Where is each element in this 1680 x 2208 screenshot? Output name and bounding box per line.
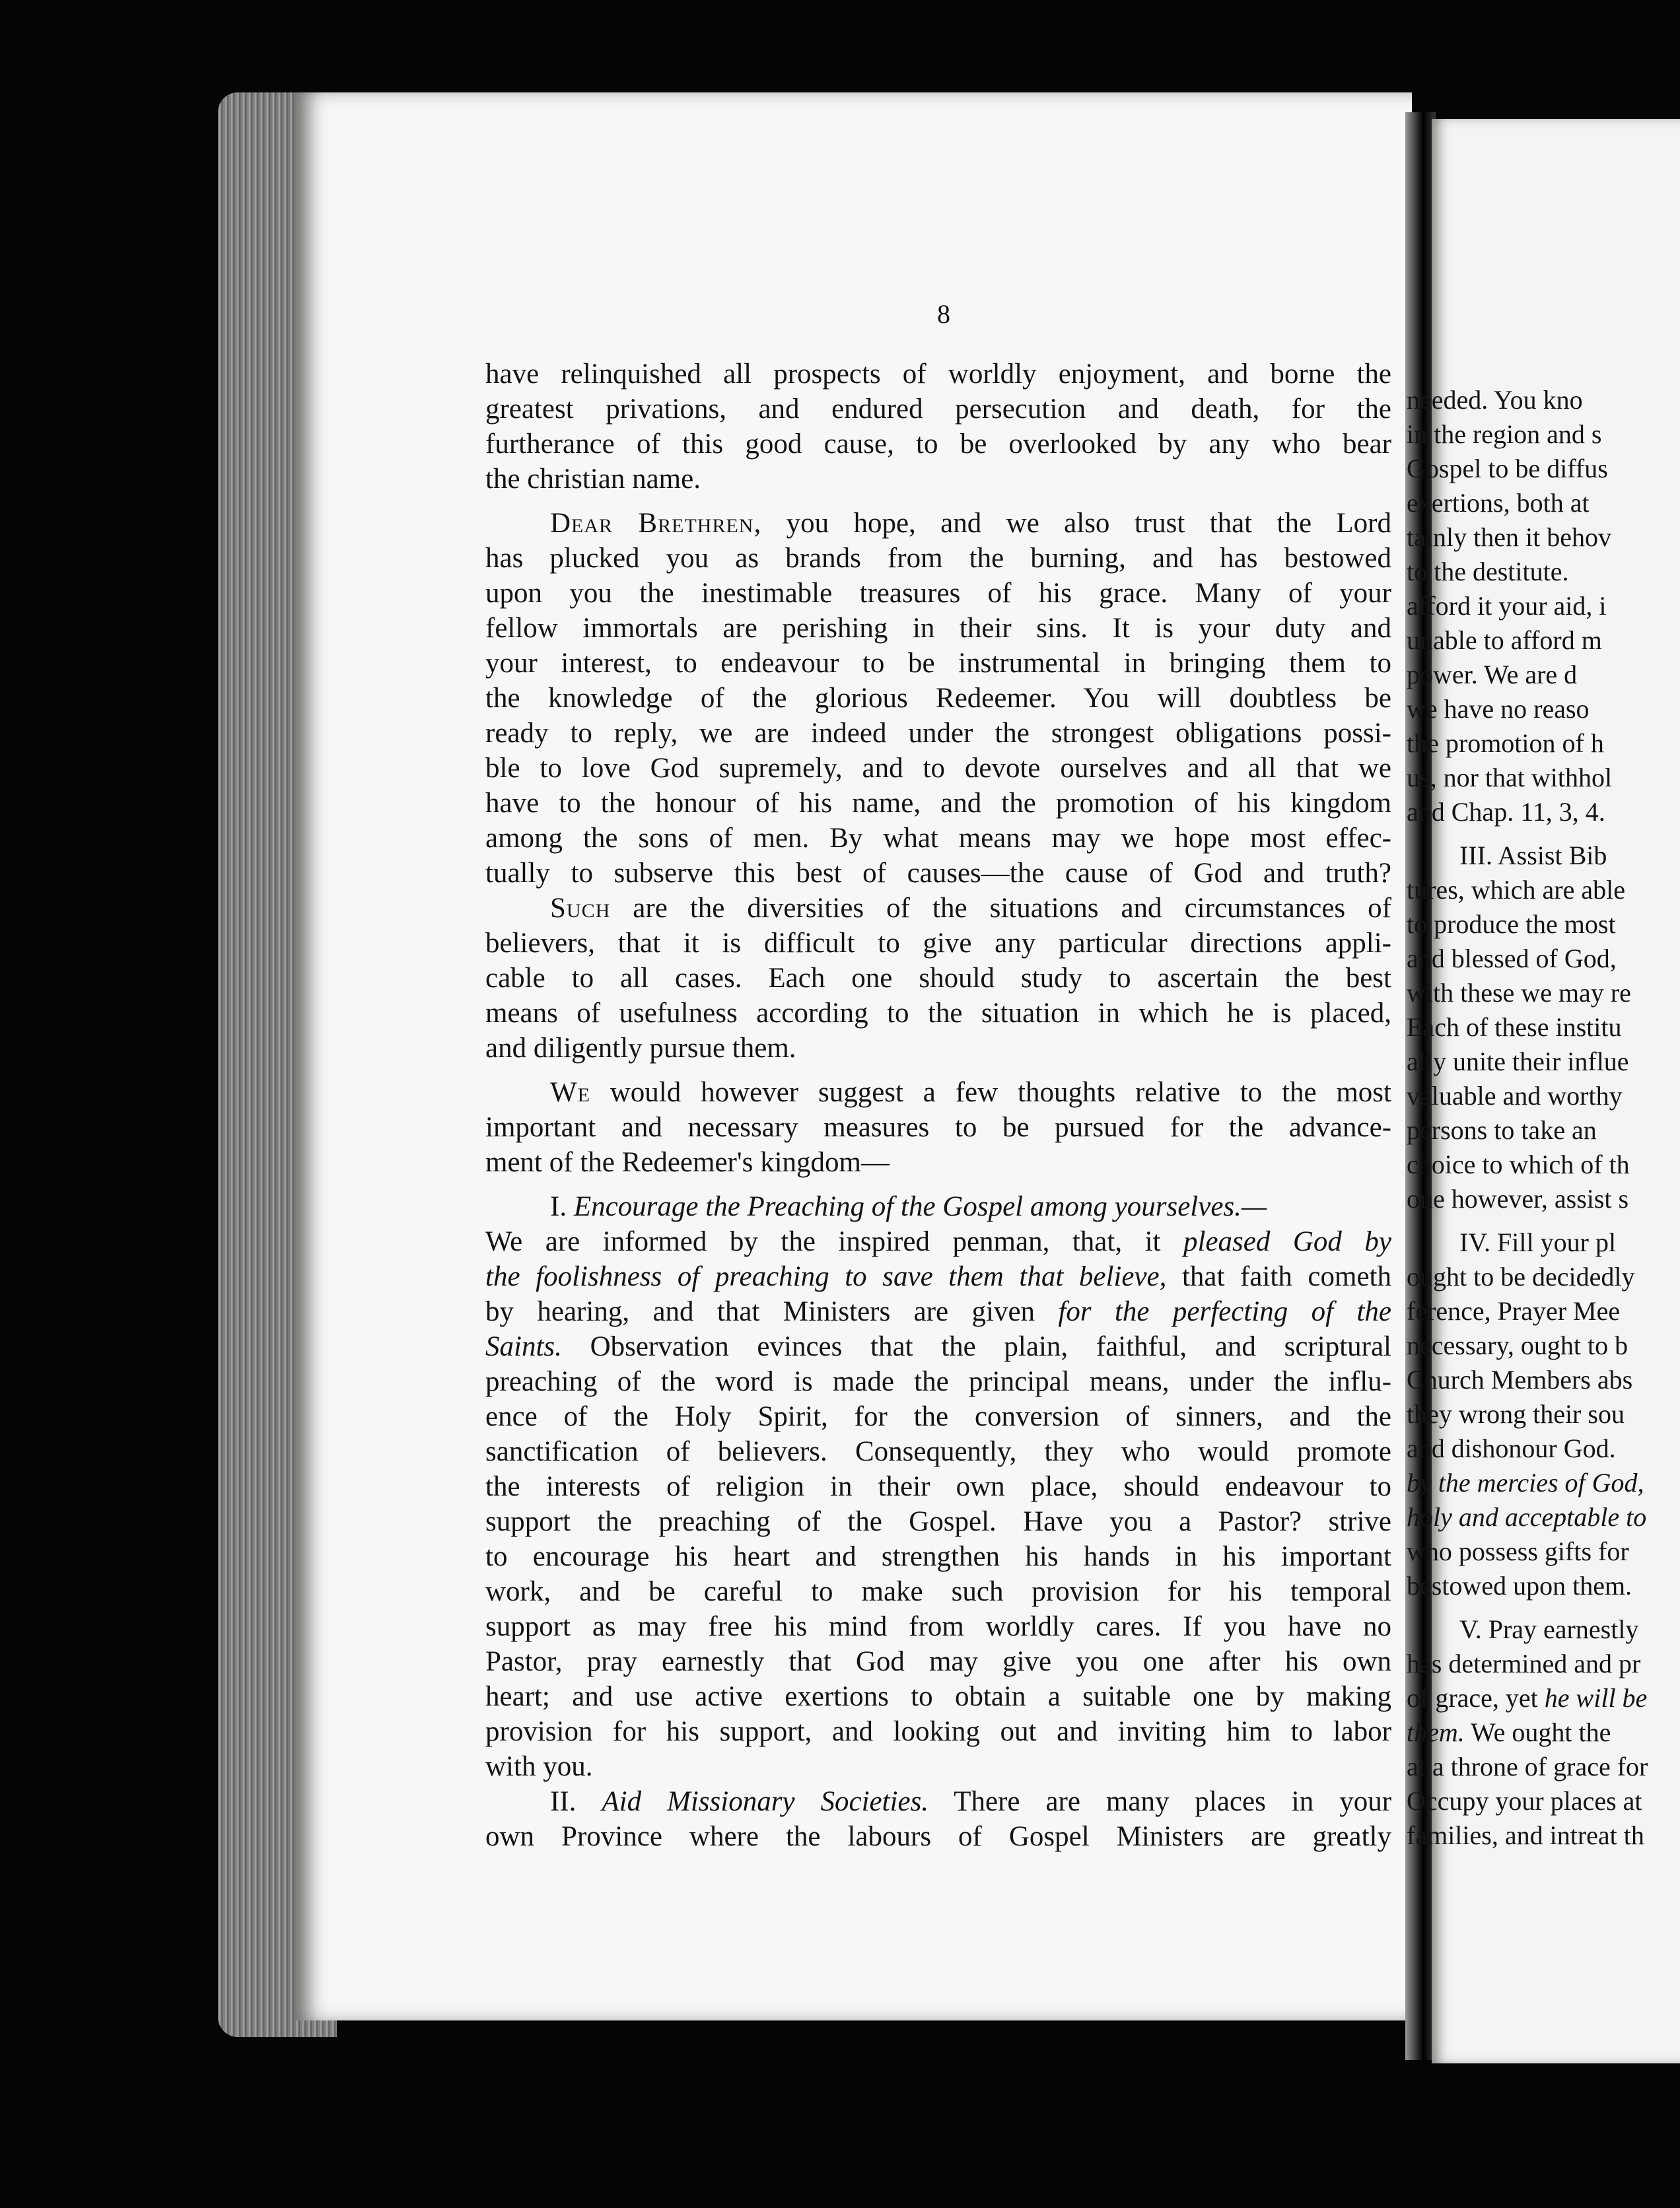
right-page-text (1407, 383, 1680, 1853)
text-line: to the destitute. (1407, 557, 1569, 586)
text-line: ble to love God supremely, and to devote ourselves and all that we (485, 753, 1391, 784)
text-line: them. We ought the (1407, 1717, 1611, 1747)
text-line: holy and acceptable to (1407, 1502, 1647, 1532)
text-line: the promotion of h (1407, 728, 1604, 758)
text-line: the foolishness of preaching to save them that believe, that faith cometh (485, 1261, 1391, 1292)
text-line: have relinquished all prospects of worldly enjoyment, and borne the (485, 359, 1391, 390)
text-line: your interest, to endeavour to be instrumental in bringing them to (485, 648, 1391, 679)
text-line: Occupy your places at (1407, 1786, 1642, 1816)
text-line: afford it your aid, i (1407, 591, 1607, 621)
section-heading: II. Aid Missionary Societies. There are many places in your (550, 1786, 1392, 1817)
text-line: by hearing, and that Ministers are given for the perfecting of the (485, 1296, 1391, 1327)
text-line: and diligently pursue them. (485, 1033, 796, 1064)
text-line: exertions, both at (1407, 488, 1590, 518)
section-heading: V. Pray earnestly (1459, 1614, 1639, 1644)
small-caps-lead: We (550, 1077, 590, 1108)
text-line: to encourage his heart and strengthen his hands in his important (485, 1541, 1391, 1572)
text-line: the christian name. (485, 464, 701, 495)
text-line: Gospel to be diffus (1407, 454, 1608, 483)
text-line: to produce the most (1407, 909, 1616, 939)
text-line: support as may free his mind from worldly cares. If you have no (485, 1611, 1391, 1642)
text-line: at a throne of grace for (1407, 1752, 1648, 1781)
text-line: Such are the diversities of the situations and circumstances of (550, 893, 1391, 924)
text-line: upon you the inestimable treasures of his grace. Many of your (485, 578, 1391, 609)
text-line: sanctification of believers. Consequently, they who would promote (485, 1436, 1391, 1467)
text-line: furtherance of this good cause, to be overlooked by any who bear (485, 429, 1391, 460)
text-line: needed. You kno (1407, 385, 1583, 415)
text-line: bestowed upon them. (1407, 1571, 1632, 1601)
text-line: ence of the Holy Spirit, for the conversion of sinners, and the (485, 1401, 1391, 1432)
text-line: we have no reaso (1407, 694, 1590, 724)
text-line: Pastor, pray earnestly that God may give you one after his own (485, 1646, 1391, 1677)
text-line: with these we may re (1407, 978, 1631, 1008)
text-line: Dear Brethren, you hope, and we also trust that the Lord (550, 508, 1392, 539)
text-line: us, nor that withhol (1407, 763, 1613, 792)
text-line: choice to which of th (1407, 1150, 1630, 1179)
section-heading: III. Assist Bib (1459, 841, 1607, 870)
text-line: and Chap. 11, 3, 4. (1407, 797, 1605, 827)
text-line: among the sons of men. By what means may we hope most effec- (485, 823, 1391, 854)
left-page-text (485, 357, 1391, 1854)
text-line: important and necessary measures to be pursued for the advance- (485, 1112, 1391, 1143)
text-line: and dishonour God. (1407, 1433, 1616, 1463)
text-line: fellow immortals are perishing in their sins. It is your duty and (485, 613, 1391, 644)
text-line: they wrong their sou (1407, 1399, 1625, 1429)
text-line: in the region and s (1407, 419, 1602, 449)
text-line: ference, Prayer Mee (1407, 1296, 1621, 1326)
text-line: one however, assist s (1407, 1184, 1629, 1214)
text-line: work, and be careful to make such provision for his temporal (485, 1576, 1391, 1607)
section-heading: IV. Fill your pl (1459, 1227, 1617, 1257)
small-caps-lead: Dear Brethren, (550, 508, 762, 539)
text-line: tually to subserve this best of causes—the cause of God and truth? (485, 858, 1391, 889)
text-line: support the preaching of the Gospel. Have you a Pastor? strive (485, 1506, 1391, 1537)
text-line: persons to take an (1407, 1115, 1597, 1145)
text-line: cable to all cases. Each one should study to ascertain the best (485, 963, 1391, 994)
text-line: provision for his support, and looking out and inviting him to labor (485, 1716, 1391, 1747)
text-line: We are informed by the inspired penman, that, it pleased God by (485, 1226, 1391, 1257)
page-number: 8 (937, 299, 950, 329)
text-line: greatest privations, and endured persecution and death, for the (485, 394, 1391, 425)
text-line: means of usefulness according to the situation in which he is placed, (485, 998, 1391, 1029)
text-line: unable to afford m (1407, 625, 1602, 655)
section-heading: I. Encourage the Preaching of the Gospel among yourselves.— (550, 1191, 1267, 1222)
text-line: ready to reply, we are indeed under the strongest obligations possi- (485, 718, 1391, 749)
text-line: ally unite their influe (1407, 1047, 1629, 1076)
text-line: power. We are d (1407, 660, 1578, 689)
text-line: believers, that it is difficult to give any particular directions appli- (485, 928, 1391, 959)
text-line: by the mercies of God, (1407, 1468, 1644, 1498)
text-line: ought to be decidedly (1407, 1262, 1635, 1292)
text-line: who possess gifts for (1407, 1536, 1629, 1566)
text-line: families, and intreat th (1407, 1820, 1644, 1850)
text-line: valuable and worthy (1407, 1081, 1623, 1111)
text-line: with you. (485, 1751, 593, 1782)
text-line: the knowledge of the glorious Redeemer. You will doubtless be (485, 683, 1391, 714)
text-line: own Province where the labours of Gospel Ministers are greatly (485, 1821, 1391, 1852)
text-line: have to the honour of his name, and the promotion of his kingdom (485, 788, 1391, 819)
text-line: Each of these institu (1407, 1012, 1622, 1042)
text-line: Church Members abs (1407, 1365, 1633, 1395)
text-line: has plucked you as brands from the burning, and has bestowed (485, 543, 1391, 574)
text-line: ment of the Redeemer's kingdom— (485, 1147, 890, 1178)
text-line: tainly then it behov (1407, 522, 1611, 552)
text-line: Saints. Observation evinces that the plain, faithful, and scriptural (485, 1331, 1391, 1362)
text-line: necessary, ought to b (1407, 1330, 1628, 1360)
text-line: and blessed of God, (1407, 944, 1617, 973)
text-line: tures, which are able (1407, 875, 1625, 905)
text-line: has determined and pr (1407, 1649, 1641, 1678)
text-line: the interests of religion in their own place, should endeavour to (485, 1471, 1391, 1502)
text-line: heart; and use active exertions to obtain a suitable one by making (485, 1681, 1391, 1712)
text-line: We would however suggest a few thoughts relative to the most (550, 1077, 1391, 1108)
text-line: of grace, yet he will be (1407, 1683, 1648, 1713)
text-line: preaching of the word is made the principal means, under the influ- (485, 1366, 1391, 1397)
small-caps-lead: Such (550, 893, 611, 924)
